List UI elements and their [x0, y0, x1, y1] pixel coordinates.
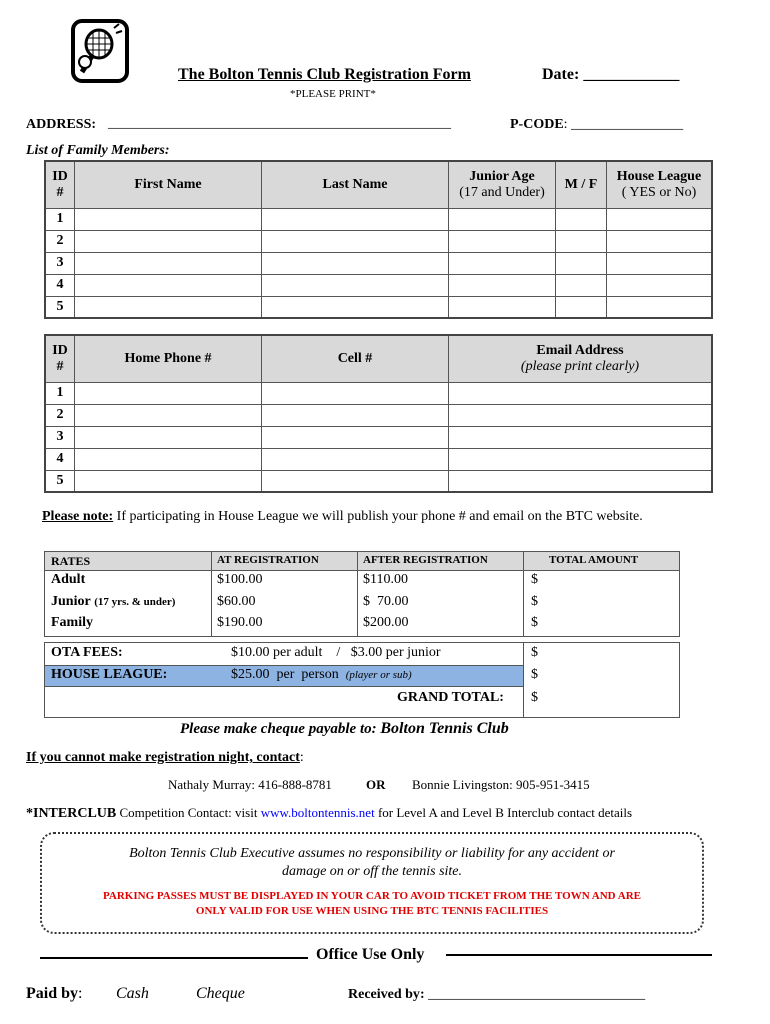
row-id: 3 [45, 426, 75, 448]
table-row [45, 448, 712, 470]
house-league-label: HOUSE LEAGUE: [51, 667, 168, 682]
grand-total-value[interactable]: $ [531, 690, 538, 705]
table-row [45, 274, 712, 296]
cell-phone-cell[interactable] [262, 426, 449, 448]
junior-age-cell[interactable] [449, 274, 556, 296]
id-header [45, 335, 75, 382]
home-phone-header: Home Phone # [75, 335, 262, 382]
parking-line-1: PARKING PASSES MUST BE DISPLAYED IN YOUR CAR TO AVOID TICKET FROM THE TOWN AND ARE [103, 890, 641, 902]
note-text: If participating in House League we will publish your phone # and email on the BTC website. [113, 509, 643, 524]
hash-header-text: # [56, 358, 64, 374]
table-row [45, 426, 712, 448]
hash-header-text: # [56, 184, 64, 200]
table-row [45, 382, 712, 404]
home-phone-cell[interactable] [75, 382, 262, 404]
rate-after-family: $200.00 [363, 615, 409, 630]
family-members-table [44, 160, 713, 319]
contact-person-2: Bonnie Livingston: 905-951-3415 [412, 777, 590, 792]
house-league-cell[interactable] [607, 208, 713, 230]
pcode-label: P-CODE: ________________ [510, 117, 684, 132]
house-league-cell[interactable] [607, 252, 713, 274]
interclub-link[interactable]: www.boltontennis.net [260, 805, 375, 820]
house-league-total[interactable]: $ [531, 667, 538, 682]
junior-qualifier: (17 yrs. & under) [94, 596, 176, 608]
email-cell[interactable] [449, 382, 713, 404]
email-header [449, 335, 713, 382]
table-row [45, 404, 712, 426]
house-league-title: House League [616, 168, 702, 184]
first-name-header: First Name [75, 161, 262, 208]
divider [523, 643, 524, 717]
contact-person-1: Nathaly Murray: 416-888-8781 [168, 777, 332, 792]
please-print: *PLEASE PRINT* [290, 88, 376, 100]
paid-by-text: Paid by [26, 985, 79, 1002]
rates-header: RATES [51, 554, 91, 568]
home-phone-cell[interactable] [75, 448, 262, 470]
last-name-cell[interactable] [262, 296, 449, 318]
after-registration-header: AFTER REGISTRATION [363, 554, 488, 566]
junior-age-cell[interactable] [449, 252, 556, 274]
email-cell[interactable] [449, 404, 713, 426]
email-sub: (please print clearly) [520, 358, 640, 374]
email-title: Email Address [536, 342, 624, 358]
club-logo [70, 18, 130, 84]
contacts-header-row [45, 335, 712, 382]
row-id: 4 [45, 448, 75, 470]
house-league-header [607, 161, 713, 208]
id-header-text: ID [52, 168, 68, 184]
rate-name-junior [51, 594, 175, 610]
mf-cell[interactable] [556, 208, 607, 230]
house-league-cell[interactable] [607, 296, 713, 318]
divider [211, 552, 212, 636]
row-id: 2 [45, 230, 75, 252]
date-label-text: Date: [542, 66, 580, 83]
first-name-cell[interactable] [75, 274, 262, 296]
at-registration-header: AT REGISTRATION [217, 554, 319, 566]
rate-name-family: Family [51, 615, 93, 630]
junior-age-header [449, 161, 556, 208]
cell-phone-cell[interactable] [262, 470, 449, 492]
id-header [45, 161, 75, 208]
mf-cell[interactable] [556, 230, 607, 252]
rate-after-junior: $ 70.00 [363, 594, 409, 609]
address-field[interactable]: _________________________________________________ [108, 116, 451, 131]
rate-after-adult: $110.00 [363, 572, 408, 587]
contact-heading [26, 750, 304, 766]
cheque-option[interactable]: Cheque [196, 985, 245, 1002]
home-phone-cell[interactable] [75, 470, 262, 492]
junior-age-sub: (17 and Under) [459, 184, 545, 200]
rate-total-adult[interactable]: $ [531, 572, 538, 587]
mf-cell[interactable] [556, 296, 607, 318]
cell-phone-cell[interactable] [262, 404, 449, 426]
disclaimer-line-1: Bolton Tennis Club Executive assumes no responsibility or liability for any accident or [129, 846, 615, 861]
house-league-sub: ( YES or No) [621, 184, 697, 200]
contact-or: OR [366, 777, 386, 792]
interclub-line [26, 805, 632, 822]
last-name-cell[interactable] [262, 252, 449, 274]
last-name-cell[interactable] [262, 208, 449, 230]
mf-cell[interactable] [556, 252, 607, 274]
first-name-cell[interactable] [75, 252, 262, 274]
junior-age-cell[interactable] [449, 208, 556, 230]
cell-header: Cell # [262, 335, 449, 382]
first-name-cell[interactable] [75, 296, 262, 318]
date-label [542, 66, 679, 84]
first-name-cell[interactable] [75, 208, 262, 230]
email-cell[interactable] [449, 448, 713, 470]
received-by-text: Received by [348, 987, 420, 1002]
office-rule-right [446, 954, 712, 956]
total-amount-header: TOTAL AMOUNT [549, 554, 639, 566]
received-by-label [348, 987, 645, 1003]
rate-at-family: $190.00 [217, 615, 263, 630]
date-field[interactable]: ____________ [583, 66, 680, 83]
parking-line-2: ONLY VALID FOR USE WHEN USING THE BTC TENNIS FACILITIES [195, 905, 549, 917]
row-id: 3 [45, 252, 75, 274]
junior-age-title: Junior Age [469, 168, 535, 184]
row-id: 4 [45, 274, 75, 296]
tennis-racket-icon [70, 18, 130, 84]
form-title: The Bolton Tennis Club Registration Form [178, 66, 471, 83]
id-header-text: ID [52, 342, 68, 358]
interclub-pre: Competition Contact: visit [119, 805, 258, 820]
junior-label: Junior [51, 594, 91, 609]
row-id: 1 [45, 382, 75, 404]
cheque-instruction [180, 720, 509, 738]
ota-fees-value: $10.00 per adult / $3.00 per junior [231, 645, 441, 660]
table-row [45, 296, 712, 318]
interclub-post: for Level A and Level B Interclub contact details [377, 805, 633, 820]
pcode-field[interactable]: ________________ [571, 117, 684, 132]
table-row [45, 470, 712, 492]
office-rule-left [40, 957, 308, 959]
rate-at-adult: $100.00 [217, 572, 263, 587]
paid-by-colon: : [78, 985, 83, 1002]
table-row [45, 230, 712, 252]
email-cell[interactable] [449, 470, 713, 492]
ota-fees-label: OTA FEES: [51, 645, 123, 660]
rate-total-family[interactable]: $ [531, 615, 538, 630]
house-league-value [231, 667, 412, 683]
family-header-row [45, 161, 712, 208]
ota-fees-total[interactable]: $ [531, 645, 538, 660]
house-league-cell[interactable] [607, 230, 713, 252]
paid-by-label [26, 985, 82, 1003]
notice-box [40, 832, 704, 934]
received-by-colon: : [419, 987, 425, 1002]
contact-colon: : [299, 750, 304, 765]
house-league-note: (player or sub) [345, 669, 412, 681]
rates-section [44, 551, 680, 637]
pcode-label-text: P-CODE [510, 117, 564, 132]
row-id: 5 [45, 470, 75, 492]
address-label: ADDRESS: [26, 117, 97, 132]
house-league-price: $25.00 per person [231, 667, 339, 682]
publish-note [42, 509, 643, 525]
junior-age-cell[interactable] [449, 230, 556, 252]
first-name-cell[interactable] [75, 230, 262, 252]
cell-phone-cell[interactable] [262, 448, 449, 470]
rate-total-junior[interactable]: $ [531, 594, 538, 609]
mf-cell[interactable] [556, 274, 607, 296]
last-name-cell[interactable] [262, 274, 449, 296]
family-list-label: List of Family Members: [26, 143, 170, 158]
contact-heading-text: If you cannot make registration night, contact [26, 750, 300, 765]
rate-at-junior: $60.00 [217, 594, 256, 609]
last-name-cell[interactable] [262, 230, 449, 252]
divider [523, 552, 524, 636]
cash-option[interactable]: Cash [116, 985, 149, 1002]
row-id: 5 [45, 296, 75, 318]
cell-phone-cell[interactable] [262, 382, 449, 404]
row-id: 2 [45, 404, 75, 426]
received-by-field[interactable]: _______________________________ [428, 987, 646, 1002]
home-phone-cell[interactable] [75, 404, 262, 426]
house-league-cell[interactable] [607, 274, 713, 296]
grand-total-label: GRAND TOTAL: [397, 690, 504, 705]
cheque-text: Please make cheque payable to: [180, 721, 377, 737]
rate-name-adult: Adult [51, 572, 86, 587]
table-row [45, 208, 712, 230]
last-name-header: Last Name [262, 161, 449, 208]
interclub-label: *INTERCLUB [26, 806, 117, 821]
home-phone-cell[interactable] [75, 426, 262, 448]
mf-header: M / F [556, 161, 607, 208]
note-label: Please note: [42, 509, 114, 524]
disclaimer-line-2: damage on or off the tennis site. [281, 864, 463, 879]
fees-section [44, 642, 680, 718]
row-id: 1 [45, 208, 75, 230]
office-use-title: Office Use Only [316, 946, 425, 963]
email-cell[interactable] [449, 426, 713, 448]
junior-age-cell[interactable] [449, 296, 556, 318]
contacts-table [44, 334, 713, 493]
divider [357, 552, 358, 636]
table-row [45, 252, 712, 274]
cheque-club: Bolton Tennis Club [380, 720, 509, 737]
